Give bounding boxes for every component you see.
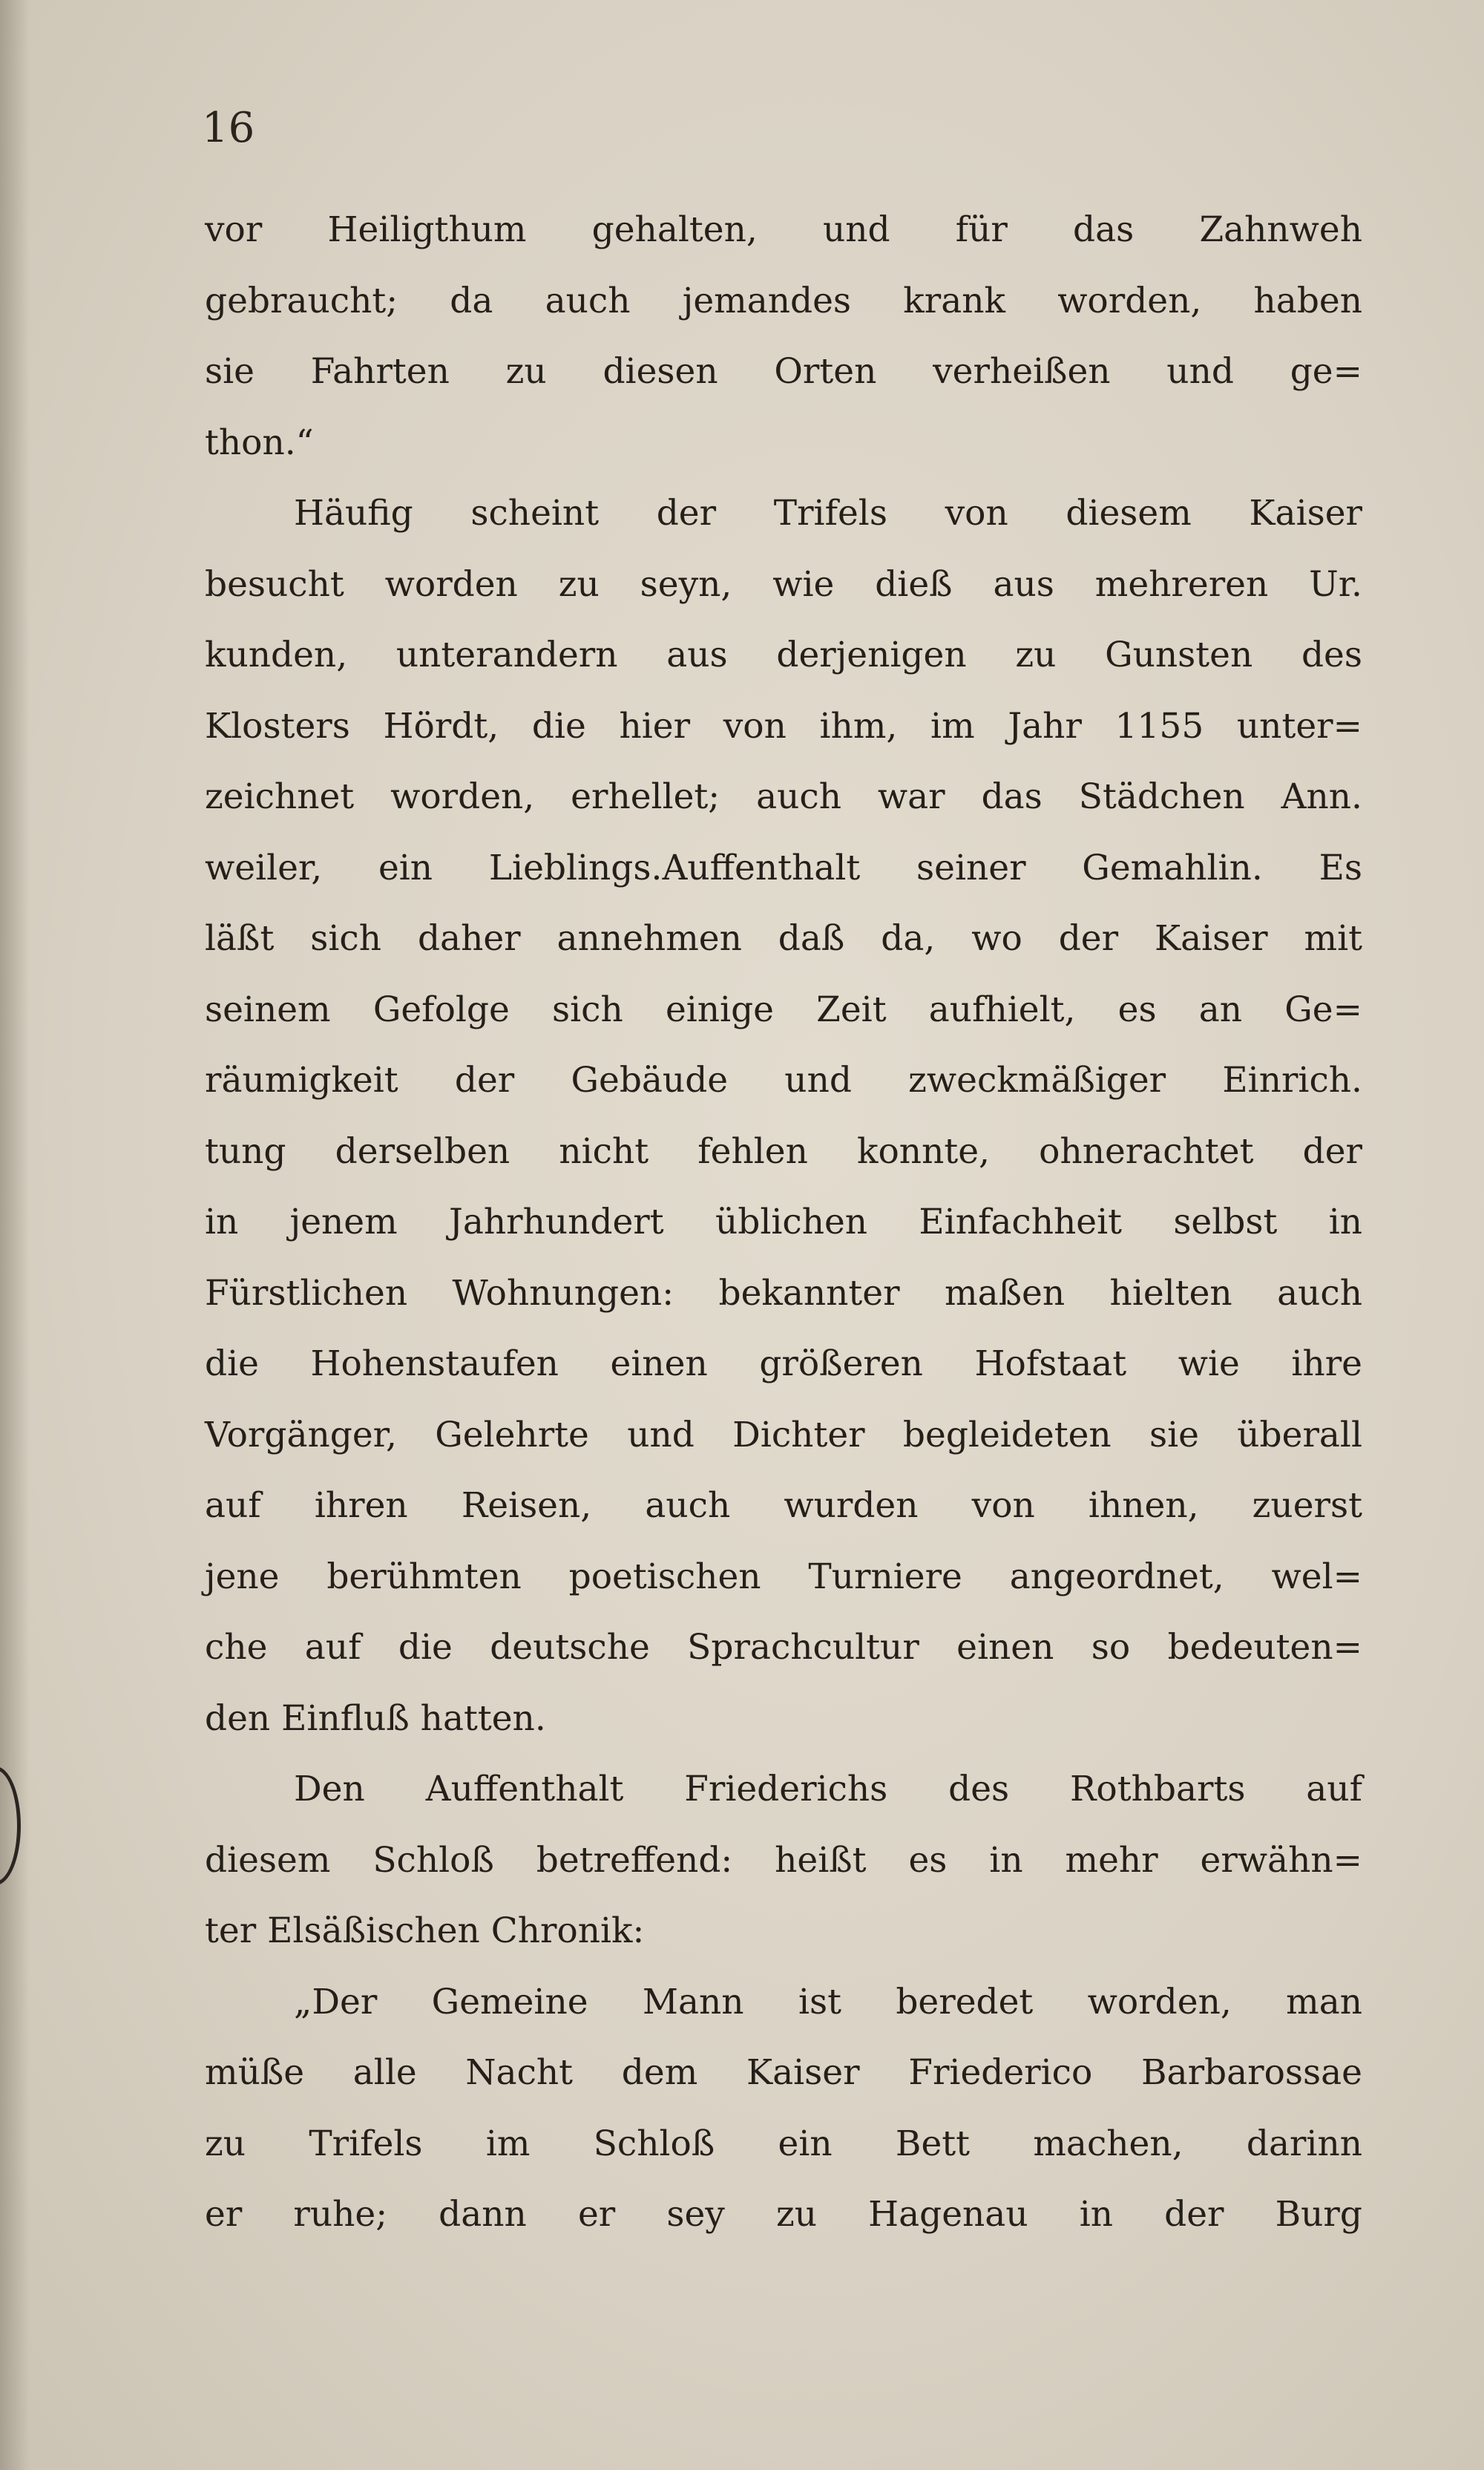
text-line: kunden, unterandern aus derjenigen zu Gunsten des: [205, 635, 1362, 675]
text-line: jene berühmten poetischen Turniere angeordnet, wel=: [205, 1556, 1362, 1597]
binding-shadow: [0, 0, 30, 2470]
text-line: „Der Gemeine Mann ist beredet worden, man: [294, 1981, 1362, 2022]
text-line: vor Heiligthum gehalten, und für das Zahnweh: [205, 209, 1362, 250]
text-line: Häufig scheint der Trifels von diesem Kaiser: [294, 493, 1362, 534]
text-line: räumigkeit der Gebäude und zweckmäßiger Einrich.: [205, 1060, 1362, 1101]
body-text: [205, 194, 1362, 2250]
text-line: ter Elsäßischen Chronik:: [205, 1910, 645, 1951]
text-line: Klosters Hördt, die hier von ihm, im Jahr 1155 unter=: [205, 705, 1362, 747]
text-line: zu Trifels im Schloß ein Bett machen, darinn: [205, 2123, 1362, 2164]
text-line: auf ihren Reisen, auch wurden von ihnen, zuerst: [205, 1485, 1362, 1526]
text-line: den Einfluß hatten.: [205, 1697, 546, 1739]
text-line: sie Fahrten zu diesen Orten verheißen und ge=: [205, 351, 1362, 392]
text-line: che auf die deutsche Sprachcultur einen so bedeuten=: [205, 1627, 1362, 1668]
text-line: Vorgänger, Gelehrte und Dichter begleideten sie überall: [205, 1414, 1362, 1455]
text-line: in jenem Jahrhundert üblichen Einfachheit selbst in: [205, 1202, 1362, 1242]
text-line: gebraucht; da auch jemandes krank worden, haben: [205, 280, 1362, 321]
text-line: Fürstlichen Wohnungen: bekannter maßen hielten auch: [205, 1272, 1362, 1314]
text-line: er ruhe; dann er sey zu Hagenau in der Burg: [205, 2194, 1362, 2235]
text-line: besucht worden zu seyn, wie dieß aus mehreren Ur.: [205, 563, 1362, 605]
text-line: seinem Gefolge sich einige Zeit aufhielt, es an Ge=: [205, 989, 1362, 1030]
text-line: weiler, ein Lieblings.Auffenthalt seiner Gemahlin. Es: [205, 847, 1362, 888]
page-number: 16: [202, 104, 255, 152]
text-line: läßt sich daher annehmen daß da, wo der Kaiser mit: [205, 918, 1362, 959]
text-line: die Hohenstaufen einen größeren Hofstaat wie ihre: [205, 1343, 1362, 1384]
text-line: zeichnet worden, erhellet; auch war das Städchen Ann.: [205, 776, 1362, 817]
text-line: diesem Schloß betreffend: heißt es in mehr erwähn=: [205, 1839, 1362, 1881]
text-line: Den Auffenthalt Friederichs des Rothbarts auf: [294, 1769, 1362, 1809]
text-line: müße alle Nacht dem Kaiser Friederico Barbarossae: [205, 2052, 1362, 2093]
text-line: thon.“: [205, 422, 314, 463]
text-line: tung derselben nicht fehlen konnte, ohnerachtet der: [205, 1130, 1362, 1172]
